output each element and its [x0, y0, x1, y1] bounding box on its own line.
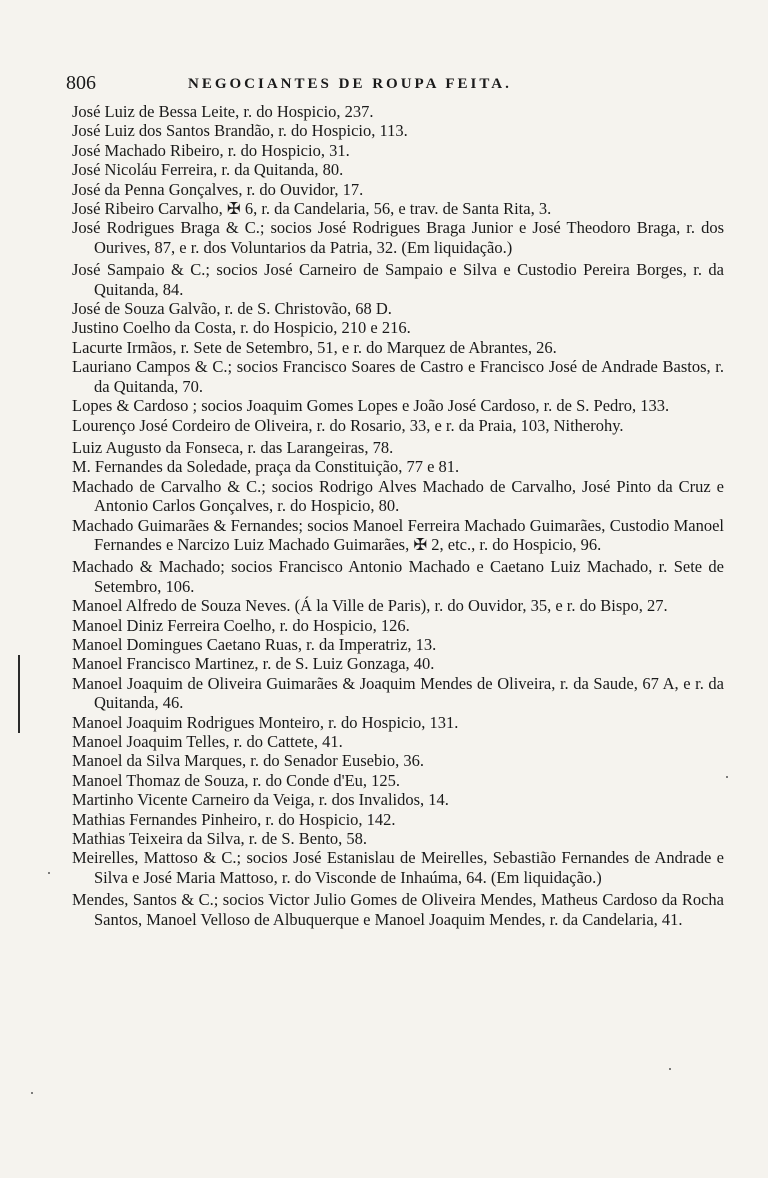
margin-mark	[18, 655, 20, 733]
list-item: Manoel Joaquim de Oliveira Guimarães & Joaquim Mendes de Oliveira, r. da Saude, 67 A, e r. da Quitanda, 46.	[72, 673, 724, 713]
page-header	[66, 72, 726, 100]
list-item: Justino Coelho da Costa, r. do Hospicio, 210 e 216.	[72, 318, 411, 338]
ink-speck	[726, 776, 728, 778]
list-item: José Rodrigues Braga & C.; socios José Rodrigues Braga Junior e José Theodoro Braga, r. dos Ourives, 87, e r. dos Voluntarios da Patria, 32. (Em liquidação.)	[72, 218, 724, 257]
ink-speck	[48, 872, 50, 874]
list-item: M. Fernandes da Soledade, praça da Constituição, 77 e 81.	[72, 457, 460, 477]
list-item: Machado Guimarães & Fernandes; socios Manoel Ferreira Machado Guimarães, Custodio Manoel Fernandes e Narcizo Luiz Machado Guimarães, ✠ 2, etc., r. do Hospicio, 96.	[72, 515, 724, 554]
list-item: José Luiz dos Santos Brandão, r. do Hospicio, 113.	[72, 121, 408, 141]
list-item: Manoel da Silva Marques, r. do Senador Eusebio, 36.	[72, 751, 424, 771]
list-item: José de Souza Galvão, r. de S. Christovão, 68 D.	[72, 299, 392, 319]
list-item: José Sampaio & C.; socios José Carneiro de Sampaio e Silva e Custodio Pereira Borges, r. da Quitanda, 84.	[72, 260, 724, 299]
list-item: Mendes, Santos & C.; socios Victor Julio Gomes de Oliveira Mendes, Matheus Cardoso da Rocha Santos, Manoel Velloso de Albuquerque e Manoel Joaquim Mendes, r. da Candelaria, 41.	[72, 890, 724, 929]
list-item: Manoel Diniz Ferreira Coelho, r. do Hospicio, 126.	[72, 615, 410, 635]
list-item: José Ribeiro Carvalho, ✠ 6, r. da Candelaria, 56, e trav. de Santa Rita, 3.	[72, 199, 552, 219]
running-title: NEGOCIANTES DE ROUPA FEITA.	[188, 76, 512, 92]
list-item: Manoel Joaquim Telles, r. do Cattete, 41.	[72, 732, 343, 751]
list-item: Lopes & Cardoso ; socios Joaquim Gomes Lopes e João José Cardoso, r. de S. Pedro, 133.	[72, 396, 670, 416]
list-item: Lacurte Irmãos, r. Sete de Setembro, 51, e r. do Marquez de Abrantes, 26.	[72, 337, 557, 357]
list-item: José da Penna Gonçalves, r. do Ouvidor, 17.	[72, 179, 364, 199]
list-item: Lourenço José Cordeiro de Oliveira, r. do Rosario, 33, e r. da Praia, 103, Nitherohy.	[72, 415, 624, 435]
list-item: Machado & Machado; socios Francisco Antonio Machado e Caetano Luiz Machado, r. Sete de Setembro, 106.	[72, 557, 724, 596]
ink-speck	[31, 1092, 33, 1094]
list-item: Mathias Fernandes Pinheiro, r. do Hospicio, 142.	[72, 809, 396, 829]
list-item: Meirelles, Mattoso & C.; socios José Estanislau de Meirelles, Sebastião Fernandes de Andrade e Silva e José Maria Mattoso, r. do Visconde de Inhaúma, 64. (Em liquidação.)	[72, 848, 724, 887]
list-item: Manoel Domingues Caetano Ruas, r. da Imperatriz, 13.	[72, 634, 437, 654]
list-item: Mathias Teixeira da Silva, r. de S. Bento, 58.	[72, 829, 368, 849]
ink-speck	[669, 1068, 671, 1070]
list-item: Luiz Augusto da Fonseca, r. das Larangeiras, 78.	[72, 437, 394, 457]
list-item: José Luiz de Bessa Leite, r. do Hospicio, 237.	[72, 102, 374, 121]
page-number: 806	[66, 72, 96, 94]
list-item: José Nicoláu Ferreira, r. da Quitanda, 80.	[72, 160, 344, 180]
list-item: Manoel Francisco Martinez, r. de S. Luiz Gonzaga, 40.	[72, 654, 435, 674]
list-item: Machado de Carvalho & C.; socios Rodrigo Alves Machado de Carvalho, José Pinto da Cruz e Antonio Carlos Gonçalves, r. do Hospicio, 80.	[72, 476, 724, 516]
list-item: Martinho Vicente Carneiro da Veiga, r. dos Invalidos, 14.	[72, 790, 449, 810]
list-item: Manoel Alfredo de Souza Neves. (Á la Ville de Paris), r. do Ouvidor, 35, e r. do Bispo, 27.	[72, 596, 668, 616]
list-item: Manoel Joaquim Rodrigues Monteiro, r. do Hospicio, 131.	[72, 712, 459, 732]
list-item: Manoel Thomaz de Souza, r. do Conde d'Eu, 125.	[72, 770, 401, 790]
list-item: José Machado Ribeiro, r. do Hospicio, 31.	[72, 140, 350, 160]
list-item: Lauriano Campos & C.; socios Francisco Soares de Castro e Francisco José de Andrade Bastos, r. da Quitanda, 70.	[72, 357, 724, 396]
directory-list	[72, 102, 724, 929]
